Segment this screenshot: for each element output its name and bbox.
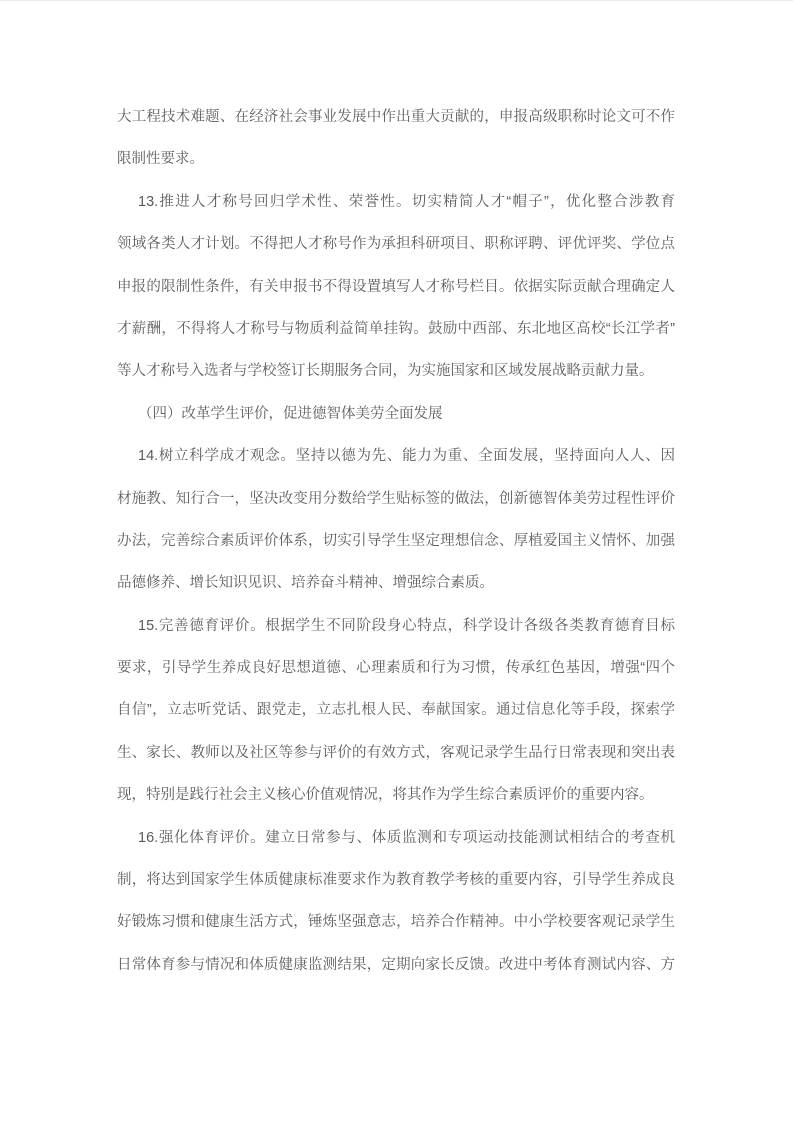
text-line: 生、家长、教师以及社区等参与评价的有效方式，客观记录学生品行日常表现和突出表 [117,744,675,761]
text-line: 制，将达到国家学生体质健康标准要求作为教育教学考核的重要内容，引导学生养成良 [117,872,675,889]
text-line: 大工程技术难题、在经济社会事业发展中作出重大贡献的，申报高级职称时论文可不作 [117,109,675,125]
text-line: 领域各类人才计划。不得把人才称号作为承担科研项目、职称评聘、评优评奖、学位点 [117,236,675,253]
text-line: 材施教、知行合一，坚决改变用分数给学生贴标签的做法，创新德智体美劳过程性评价 [117,490,675,507]
paragraph-14 [117,435,675,605]
section-heading [117,393,675,435]
text-line: 自信”，立志听党话、跟党走，立志扎根人民、奉献国家。通过信息化等手段，探索学 [117,702,675,719]
text-line: 好锻炼习惯和健康生活方式，锤炼坚强意志，培养合作精神。中小学校要客观记录学生 [117,914,675,931]
text-line: 日常体育参与情况和体质健康监测结果，定期向家长反馈。改进中考体育测试内容、方 [117,956,675,973]
text-line: 申报的限制性条件，有关申报书不得设置填写人才称号栏目。依据实际贡献合理确定人 [117,278,675,295]
text-line: 办法，完善综合素质评价体系，切实引导学生坚定理想信念、厚植爱国主义情怀、加强 [117,532,675,549]
text-line: 16.强化体育评价。建立日常参与、体质监测和专项运动技能测试相结合的考查机 [138,829,675,846]
page-top-edge-line [0,0,793,1]
paragraph-16 [117,817,675,987]
section-heading-text: （四）改革学生评价，促进德智体美劳全面发展 [138,405,443,422]
text-line: 13.推进人才称号回归学术性、荣誉性。切实精简人才“帽子”，优化整合涉教育 [138,193,675,210]
text-line: 限制性要求。 [117,151,204,168]
text-line: 等人才称号入选者与学校签订长期服务合同，为实施国家和区域发展战略贡献力量。 [117,363,654,380]
document-content [117,96,675,986]
text-line: 现，特别是践行社会主义核心价值观情况，将其作为学生综合素质评价的重要内容。 [117,787,654,804]
paragraph-13 [117,181,675,393]
paragraph-12-continuation [117,96,675,181]
text-line: 才薪酬，不得将人才称号与物质利益简单挂钩。鼓励中西部、东北地区高校“长江学者” [117,320,675,337]
text-line: 14.树立科学成才观念。坚持以德为先、能力为重、全面发展，坚持面向人人、因 [138,448,675,465]
paragraph-15 [117,605,675,817]
text-line: 要求，引导学生养成良好思想道德、心理素质和行为习惯，传承红色基因，增强“四个 [117,660,675,677]
text-line: 品德修养、增长知识见识、培养奋斗精神、增强综合素质。 [117,575,494,592]
text-line: 15.完善德育评价。根据学生不同阶段身心特点，科学设计各级各类教育德育目标 [138,617,675,634]
